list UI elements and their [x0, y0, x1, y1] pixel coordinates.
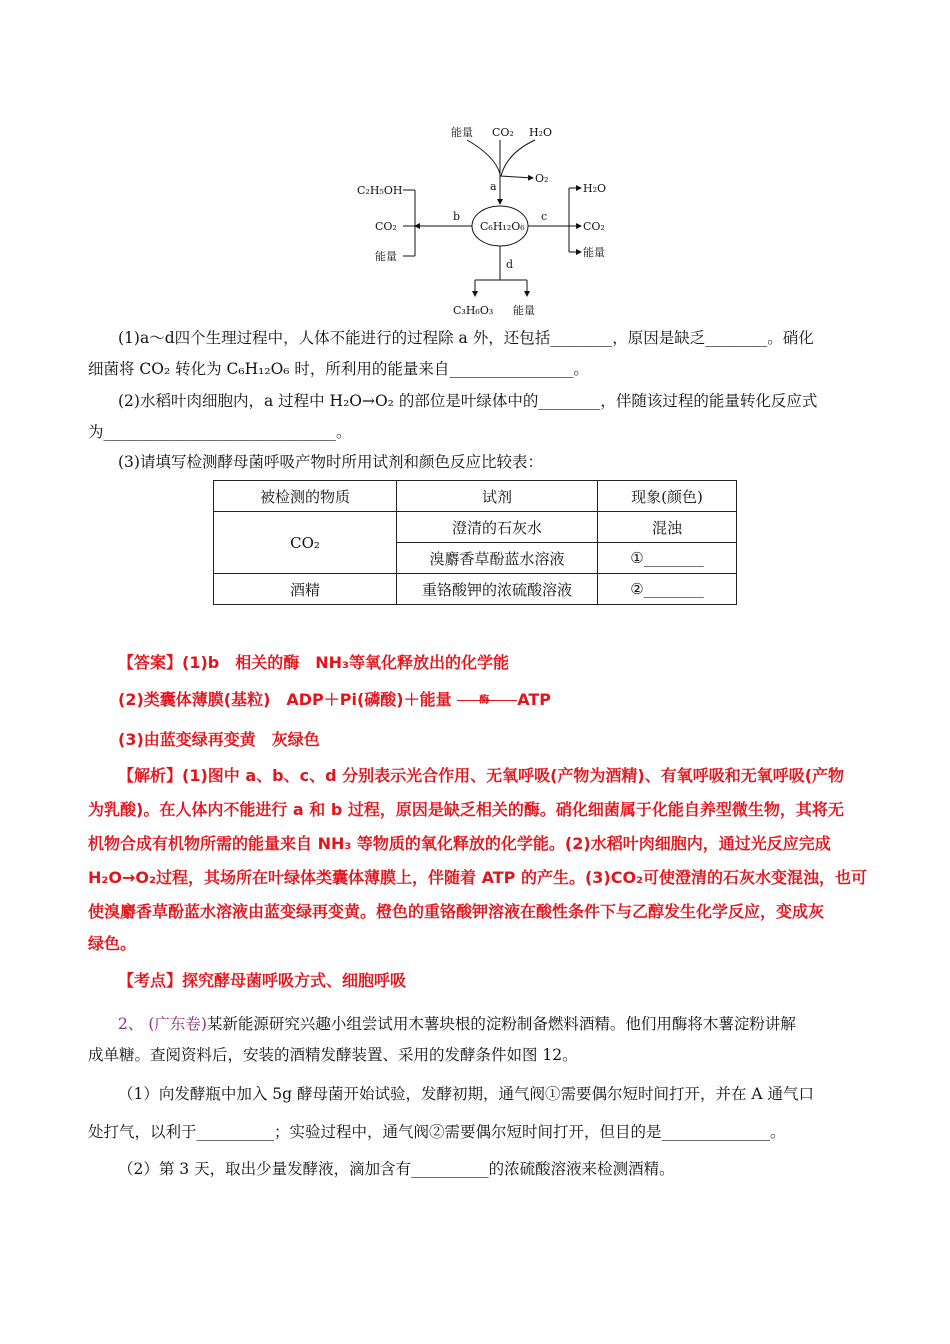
table-cell: 澄清的石灰水: [397, 512, 598, 543]
q3-intro: (3)请填写检测酵母菌呼吸产物时所用试剂和颜色反应比较表：: [118, 453, 543, 471]
table-cell-co2: CO₂: [214, 512, 397, 574]
answer-line3: (3)由蓝变绿再变黄 灰绿色: [118, 730, 320, 749]
diagram-b-co2: CO₂: [375, 220, 397, 233]
table-row: [214, 574, 737, 605]
diagram-co2-top: CO₂: [492, 126, 514, 139]
answer-line2: [118, 689, 551, 711]
diagram-c-h2o: H₂O: [583, 182, 607, 195]
table-header: 被检测的物质: [214, 481, 397, 512]
enzyme-label: 酶: [479, 695, 490, 706]
table-header: 现象(颜色): [598, 481, 737, 512]
answer-line2-text: (2)类囊体薄膜(基粒) ADP＋Pi(磷酸)＋能量: [118, 690, 452, 709]
analysis-line: 使溴麝香草酚蓝水溶液由蓝变绿再变黄。橙色的重铬酸钾溶液在酸性条件下与乙醇发生化学反应，变成灰: [88, 902, 825, 921]
question-number: 2、: [118, 1015, 144, 1033]
question-text: 某新能源研究兴趣小组尝试用木薯块根的淀粉制备燃料酒精。他们用酶将木薯淀粉讲解: [206, 1015, 796, 1033]
answer-line1: 【答案】(1)b 相关的酶 NH₃等氧化释放出的化学能: [118, 653, 510, 672]
diagram-glucose: C₆H₁₂O₆: [480, 220, 525, 233]
diagram-b-energy: 能量: [375, 250, 397, 263]
q2-main-line3: （1）向发酵瓶中加入 5g 酵母菌开始试验，发酵初期，通气阀①需要偶尔短时间打开，并在 A 通气口: [118, 1085, 815, 1103]
metabolism-diagram: [355, 118, 615, 324]
diagram-label-c: c: [541, 210, 548, 223]
table-row: [214, 512, 737, 543]
diagram-d-lactic: C₃H₆O₃: [453, 304, 494, 317]
q1-line1: (1)a～d四个生理过程中，人体不能进行的过程除 a 外，还包括________，原因是缺乏________。硝化: [118, 329, 814, 347]
question-source: (广东卷): [148, 1015, 207, 1033]
diagram-energy-top: 能量: [451, 126, 473, 139]
diagram-o2: O₂: [535, 172, 549, 185]
diagram-label-b: b: [453, 210, 461, 223]
q2-line1: (2)水稻叶肉细胞内，a 过程中 H₂O→O₂ 的部位是叶绿体中的________，伴随该过程的能量转化反应式: [118, 392, 818, 410]
table-header-row: [214, 481, 737, 512]
table-cell: 溴麝香草酚蓝水溶液: [397, 543, 598, 574]
diagram-h2o-top: H₂O: [529, 126, 553, 139]
reagent-table: [213, 480, 737, 605]
table-cell: ①________: [598, 543, 737, 574]
q2-main-line2: 成单糖。查阅资料后，安装的酒精发酵装置、采用的发酵条件如图 12。: [88, 1046, 578, 1064]
analysis-line: H₂O→O₂过程，其场所在叶绿体类囊体薄膜上，伴随着 ATP 的产生。(3)CO₂可使澄清的石灰水变混浊，也可: [88, 868, 868, 887]
diagram-c-energy: 能量: [583, 246, 605, 259]
enzyme-arrow: [457, 695, 517, 706]
q2-main-line1: [118, 1013, 796, 1035]
table-cell-alcohol: 酒精: [214, 574, 397, 605]
analysis-line: 【解析】(1)图中 a、b、c、d 分别表示光合作用、无氧呼吸(产物为酒精)、有氧呼吸和无氧呼吸(产物: [118, 766, 845, 785]
q2-main-line4: 处打气，以利于__________；实验过程中，通气阀②需要偶尔短时间打开，但目的是______________。: [88, 1123, 786, 1141]
diagram-b-ethanol: C₂H₅OH: [357, 184, 403, 197]
q2-main-line5: （2）第 3 天，取出少量发酵液，滴加含有__________的浓硫酸溶液来检测酒精。: [118, 1160, 675, 1178]
q1-line2: 细菌将 CO₂ 转化为 C₆H₁₂O₆ 时，所利用的能量来自________________。: [88, 360, 589, 378]
table-header: 试剂: [397, 481, 598, 512]
analysis-line: 绿色。: [88, 934, 137, 953]
diagram-label-a: a: [490, 180, 497, 193]
diagram-label-d: d: [506, 258, 514, 271]
table-cell: 重铬酸钾的浓硫酸溶液: [397, 574, 598, 605]
answer-atp: ATP: [517, 690, 551, 709]
analysis-line: 机物合成有机物所需的能量来自 NH₃ 等物质的氧化释放的化学能。(2)水稻叶肉细胞内，通过光反应完成: [88, 834, 831, 853]
diagram-d-energy: 能量: [513, 304, 535, 317]
kaodian: 【考点】探究酵母菌呼吸方式、细胞呼吸: [118, 971, 407, 990]
table-cell: 混浊: [598, 512, 737, 543]
analysis-line: 为乳酸)。在人体内不能进行 a 和 b 过程，原因是缺乏相关的酶。硝化细菌属于化能自养型微生物，其将无: [88, 800, 844, 819]
q2-line2: 为______________________________。: [88, 423, 352, 441]
table-cell: ②________: [598, 574, 737, 605]
diagram-c-co2: CO₂: [583, 220, 605, 233]
